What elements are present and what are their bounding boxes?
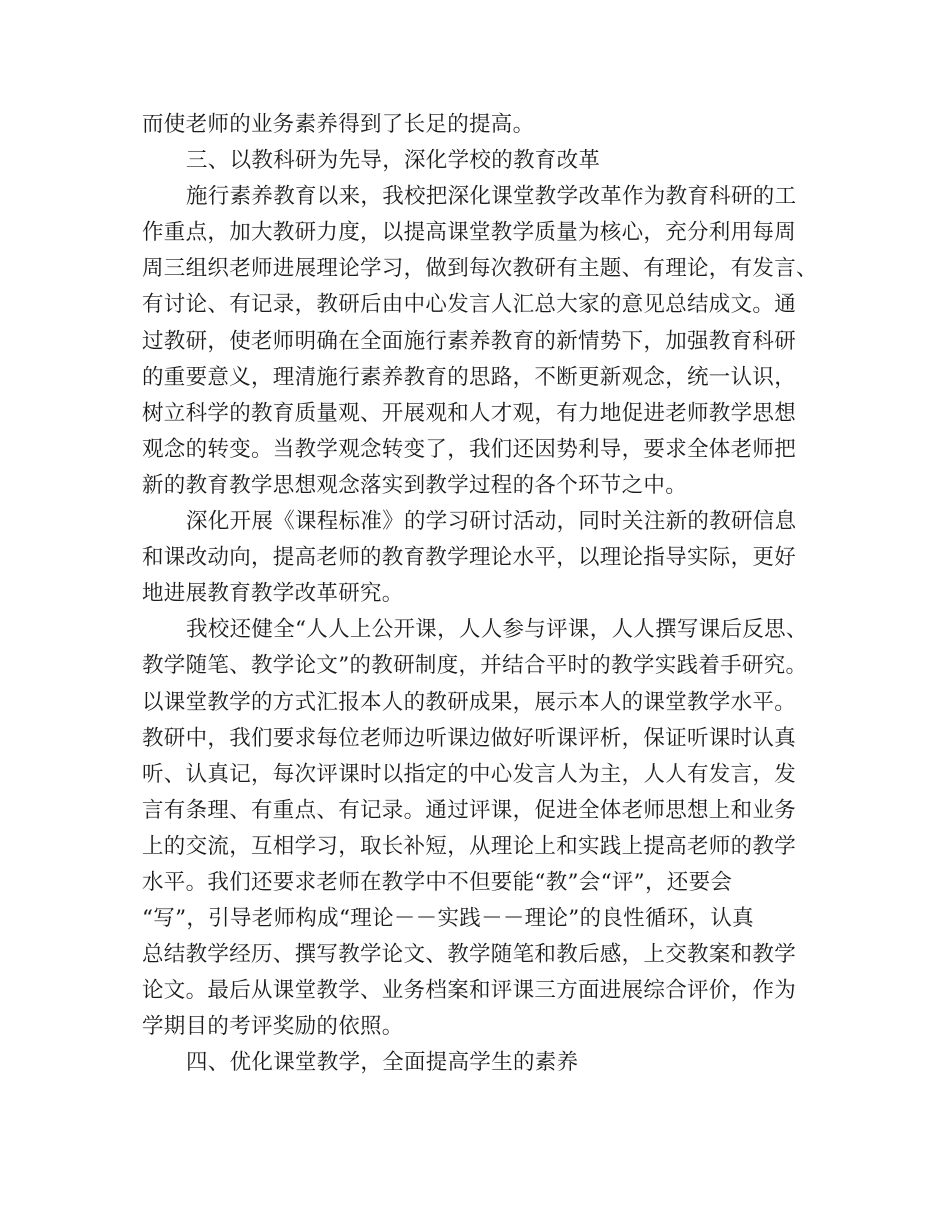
paragraph-start-line: 深化开展《课程标准》的学习研讨活动，同时关注新的教研信息 [186,509,797,535]
text-line: 上的交流，互相学习，取长补短，从理论上和实践上提高老师的教学 [142,833,797,859]
text-line: 周三组织老师进展理论学习，做到每次教研有主题、有理论，有发言、 [142,256,818,282]
text-line: “写”，引导老师构成“理论－－实践－－理论”的良性循环，认真 [142,906,754,932]
text-line: 教学随笔、教学论文”的教研制度，并结合平时的教学实践着手研究。 [142,653,808,679]
text-line: 而使老师的业务素养得到了长足的提高。 [142,112,535,137]
text-line: 过教研，使老师明确在全面施行素养教育的新情势下，加强教育科研 [142,328,797,354]
paragraph-start-line: 施行素养教育以来，我校把深化课堂教学改革作为教育科研的工 [186,184,797,210]
paragraph-start-line: 三、以教科研为先导，深化学校的教育改革 [186,148,601,174]
paragraph-start-line: 四、优化课堂教学，全面提高学生的素养 [186,1050,579,1076]
document-body [142,107,822,1082]
text-line: 水平。我们还要求老师在教学中不但要能“教”会“评”，还要会 [142,869,733,895]
paragraph-start-line: 我校还健全“人人上公开课，人人参与评课，人人撰写课后反思、 [186,617,808,643]
text-line: 学期目的考评奖励的依照。 [142,1014,404,1040]
text-line: 新的教育教学思想观念落实到教学过程的各个环节之中。 [142,472,688,498]
text-line: 言有条理、有重点、有记录。通过评课，促进全体老师思想上和业务 [142,797,797,823]
text-line: 地进展教育教学改革研究。 [142,581,404,607]
text-line: 有讨论、有记录，教研后由中心发言人汇总大家的意见总结成文。通 [142,292,797,318]
text-line: 总结教学经历、撰写教学论文、教学随笔和教后感，上交教案和教学 [142,942,797,968]
text-line: 听、认真记，每次评课时以指定的中心发言人为主，人人有发言，发 [142,761,797,787]
text-line: 和课改动向，提高老师的教育教学理论水平，以理论指导实际，更好 [142,545,797,571]
text-line: 的重要意义，理清施行素养教育的思路，不断更新观念，统一认识， [142,364,797,390]
text-line: 树立科学的教育质量观、开展观和人才观，有力地促进老师教学思想 [142,400,797,426]
text-line: 以课堂教学的方式汇报本人的教研成果，展示本人的课堂教学水平。 [142,689,797,715]
text-line: 观念的转变。当教学观念转变了，我们还因势利导，要求全体老师把 [142,436,797,462]
text-line: 作重点，加大教研力度，以提高课堂教学质量为核心，充分利用每周 [142,220,797,246]
text-line: 论文。最后从课堂教学、业务档案和评课三方面进展综合评价，作为 [142,978,797,1004]
text-line: 教研中，我们要求每位老师边听课边做好听课评析，保证听课时认真 [142,725,797,751]
